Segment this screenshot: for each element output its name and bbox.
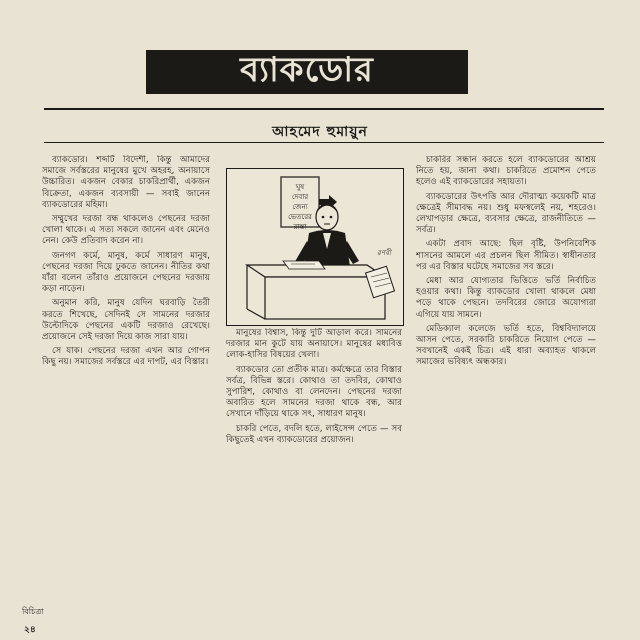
paragraph: জনগণ কর্মে, মানুষ, কর্মে সাধারণ মানুষ, পেছনের দরজা দিয়ে ঢুকতে জানেন। নীতির কথা যাঁরা বলেন তাঁরাও প্রয়োজনে পেছনের দরজায় কড়া নাড়েন। <box>42 250 210 295</box>
text-column-right <box>416 155 596 625</box>
paragraph: মানুষের বিশ্বাস, কিন্তু দুটি আড়াল করে। সামনের দরজার মান কুটে যায় অনায়াসে। মানুষের মধ্যবিত্ত লোক-হাসির বিষয়ের খেলা। <box>226 328 402 361</box>
text-column-left <box>42 155 210 625</box>
text-column-middle <box>226 328 402 628</box>
paragraph: সে যাক। পেছনের দরজা এখন আর গোপন কিছু নয়। সমাজের সর্বস্তরে এর দাপট, এর বিস্তার। <box>42 346 210 368</box>
title-rule <box>44 108 604 110</box>
page-number: ২৪ <box>24 625 36 635</box>
sign-text: ঘুষ দেবার জেন্য ভেতরের রাস্তা <box>288 183 312 231</box>
title-banner <box>146 50 468 94</box>
cartoonist-signature: রণবী <box>377 249 391 257</box>
magazine-name: বিচিত্রা <box>22 607 44 616</box>
paragraph: ব্যাকডোরের উৎপত্তি আর দৌরাত্ম্য কয়েকটি মাত্র ক্ষেত্রেই সীমাবদ্ধ নয়। শুধু মফস্বলেই নয়, শহরেও। লেখাপড়ার ক্ষেত্রে, ব্যবসার ক্ষেত্রে, রাজনীতিতে — সর্বত্র। <box>416 191 596 236</box>
article-title: ব্যাকডোর <box>240 49 374 90</box>
byline-rule <box>44 142 604 143</box>
paragraph: অনুমান করি, মানুষ যেদিন ঘরবাড়ি তৈরী করতে শিখেছে, সেদিনই সে সামনের দরজার উল্টোদিকে পেছনের একটি দরজাও রেখেছে। প্রয়োজনে সেই দরজা দিয়ে কাজ সারা যায়। <box>42 298 210 343</box>
paragraph: একটা প্রবাদ আছে: ছিল বৃষ্টি, উপনিবেশিক শাসনের আমলে এর প্রচলন ছিল সীমিত। স্বাধীনতার পর এর বিস্তার ঘটেছে সমাজের সব স্তরে। <box>416 239 596 272</box>
cartoon-illustration <box>226 168 404 326</box>
paragraph: ব্যাকডোর। শব্দটি বিদেশী, কিন্তু আমাদের সমাজে সর্বস্তরের মানুষের মুখে অহরহ, অনায়াসে উচ্চারিত। একজন বেকার চাকরিপ্রার্থী, একজন বিক্রেতা, একজন ব্যবসায়ী — সবাই জানেন ব্যাকডোরের মহিমা। <box>42 155 210 210</box>
cartoon-drawing <box>227 169 403 325</box>
paragraph: চাকরি পেতে, বদলি হতে, লাইসেন্স পেতে — সব কিছুতেই এখন ব্যাকডোরের প্রয়োজন। <box>226 423 402 445</box>
paragraph: সম্মুখের দরজা বন্ধ থাকলেও পেছনের দরজা খোলা থাকে। এ সত্য সকলে জানেন এবং মেনেও নেন। কেউ প্রতিবাদ করেন না। <box>42 214 210 247</box>
author-byline: আহমেদ হুমায়ুন <box>272 124 368 140</box>
paragraph: মেডিক্যাল কলেজে ভর্তি হতে, বিশ্ববিদ্যালয়ে আসন পেতে, সরকারি চাকরিতে নিয়োগ পেতে — সবখানেই একই চিত্র। এই ধারা অব্যাহত থাকলে সমাজের ভবিষ্যৎ অন্ধকার। <box>416 323 596 368</box>
paragraph: মেধা আর যোগ্যতার ভিত্তিতে ভর্তি নির্বাচিত হওয়ার কথা। কিন্তু ব্যাকডোর খোলা থাকলে মেধা পড়ে থাকে পেছনে। তদবিরের জোরে অযোগ্যরা এগিয়ে যায় সামনে। <box>416 276 596 320</box>
paragraph: চাকরির সন্ধান করতে হলে ব্যাকডোরের আশ্রয় নিতে হয়, জানা কথা। চাকরিতে প্রমোশন পেতে হলেও এই ব্যাকডোরের সহায়তা। <box>416 155 596 188</box>
paragraph: ব্যাকডোর তো প্রতীক মাত্র। কর্মক্ষেত্রে তার বিস্তার সর্বত্র, বিভিন্ন স্তরে। কোথাও তা তদবির, কোথাও সুপারিশ, কোথাও বা লেনদেন। পেছনের দরজা অবারিত হলে সামনের দরজা থাকে বন্ধ, আর সেখানে দাঁড়িয়ে থাকে সৎ, সাধারণ মানুষ। <box>226 364 402 420</box>
